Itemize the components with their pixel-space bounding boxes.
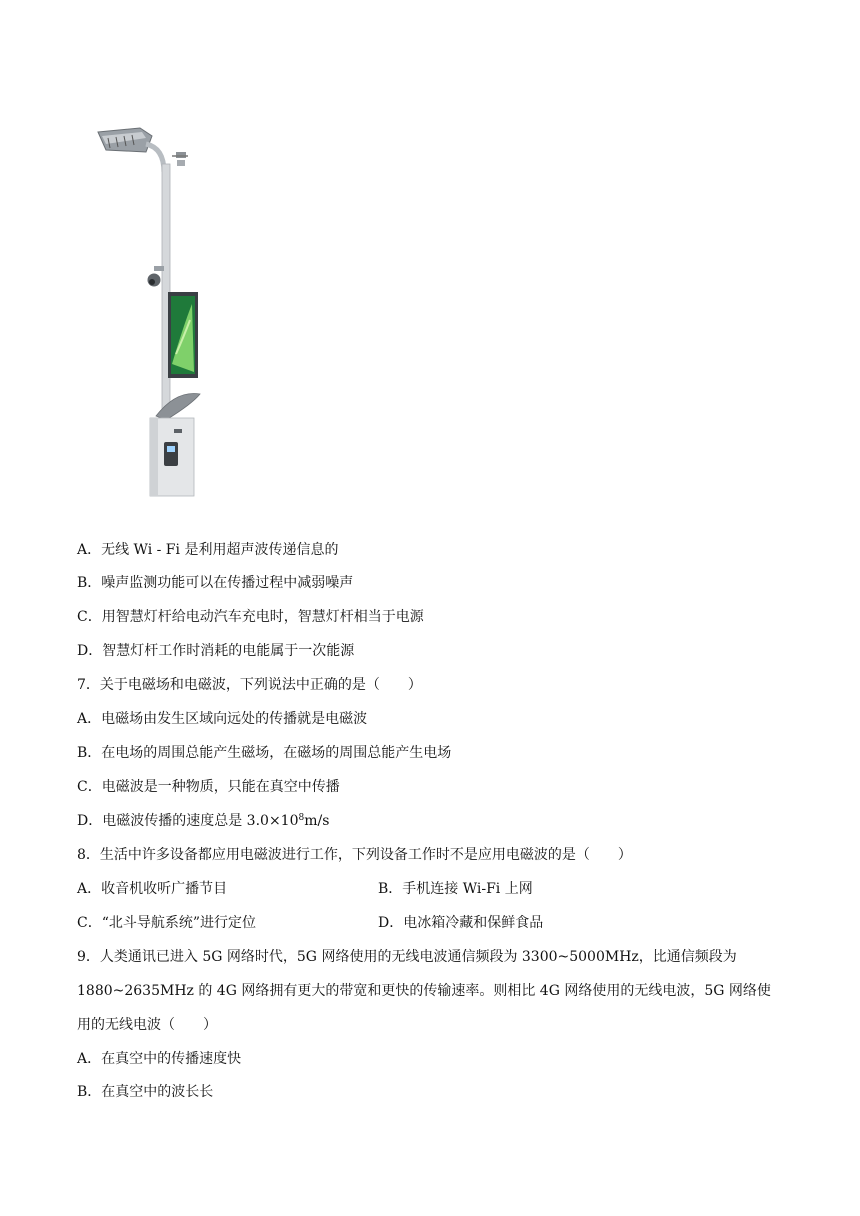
q7-option-c: C．电磁波是一种物质，只能在真空中传播 xyxy=(77,779,340,795)
q7-option-d-unit: m/s xyxy=(304,813,330,829)
security-camera xyxy=(148,266,165,287)
q7-stem: 7．关于电磁场和电磁波，下列说法中正确的是（ ） xyxy=(77,677,422,693)
q8-option-b: B．手机连接 Wi-Fi 上网 xyxy=(378,881,533,897)
q6-option-d: D．智慧灯杆工作时消耗的电能属于一次能源 xyxy=(77,643,355,659)
q7-option-d-exponent: 8 xyxy=(298,813,305,823)
q6-option-b: B．噪声监测功能可以在传播过程中减弱噪声 xyxy=(77,575,354,591)
q9-stem-line-1: 9．人类通讯已进入 5G 网络时代，5G 网络使用的无线电波通信频段为 3300~5000MHz，比通信频段为 xyxy=(77,949,737,965)
q8-option-d: D．电冰箱冷藏和保鲜食品 xyxy=(378,915,544,931)
q6-option-a: A．无线 Wi - Fi 是利用超声波传递信息的 xyxy=(77,542,339,558)
q9-option-b: B．在真空中的波长长 xyxy=(77,1084,214,1100)
q7-option-d-prefix: D．电磁波传播的速度总是 3.0×10 xyxy=(77,813,299,829)
q6-option-c: C．用智慧灯杆给电动汽车充电时，智慧灯杆相当于电源 xyxy=(77,609,424,625)
q8-option-c: C．“北斗导航系统”进行定位 xyxy=(77,915,257,931)
street-light-head xyxy=(98,128,152,152)
advertising-screen xyxy=(168,292,198,378)
smart-lamp-pole-image xyxy=(92,124,222,500)
q7-option-b: B．在电场的周围总能产生磁场，在磁场的周围总能产生电场 xyxy=(77,745,452,761)
q9-stem-line-3: 用的无线电波（ ） xyxy=(77,1017,217,1033)
q8-option-a: A．收音机收听广播节目 xyxy=(77,881,228,897)
q7-option-a: A．电磁场由发生区域向远处的传播就是电磁波 xyxy=(77,711,368,727)
q9-stem-line-2: 1880~2635MHz 的 4G 网络拥有更大的带宽和更快的传输速率。则相比 4G 网络使用的无线电波，5G 网络使 xyxy=(77,983,771,999)
q8-stem: 8．生活中许多设备都应用电磁波进行工作，下列设备工作时不是应用电磁波的是（ ） xyxy=(77,847,632,863)
monitoring-sensor xyxy=(172,152,188,166)
charging-station-base xyxy=(150,418,194,496)
q7-option-d xyxy=(77,812,329,830)
q9-option-a: A．在真空中的传播速度快 xyxy=(77,1051,242,1067)
